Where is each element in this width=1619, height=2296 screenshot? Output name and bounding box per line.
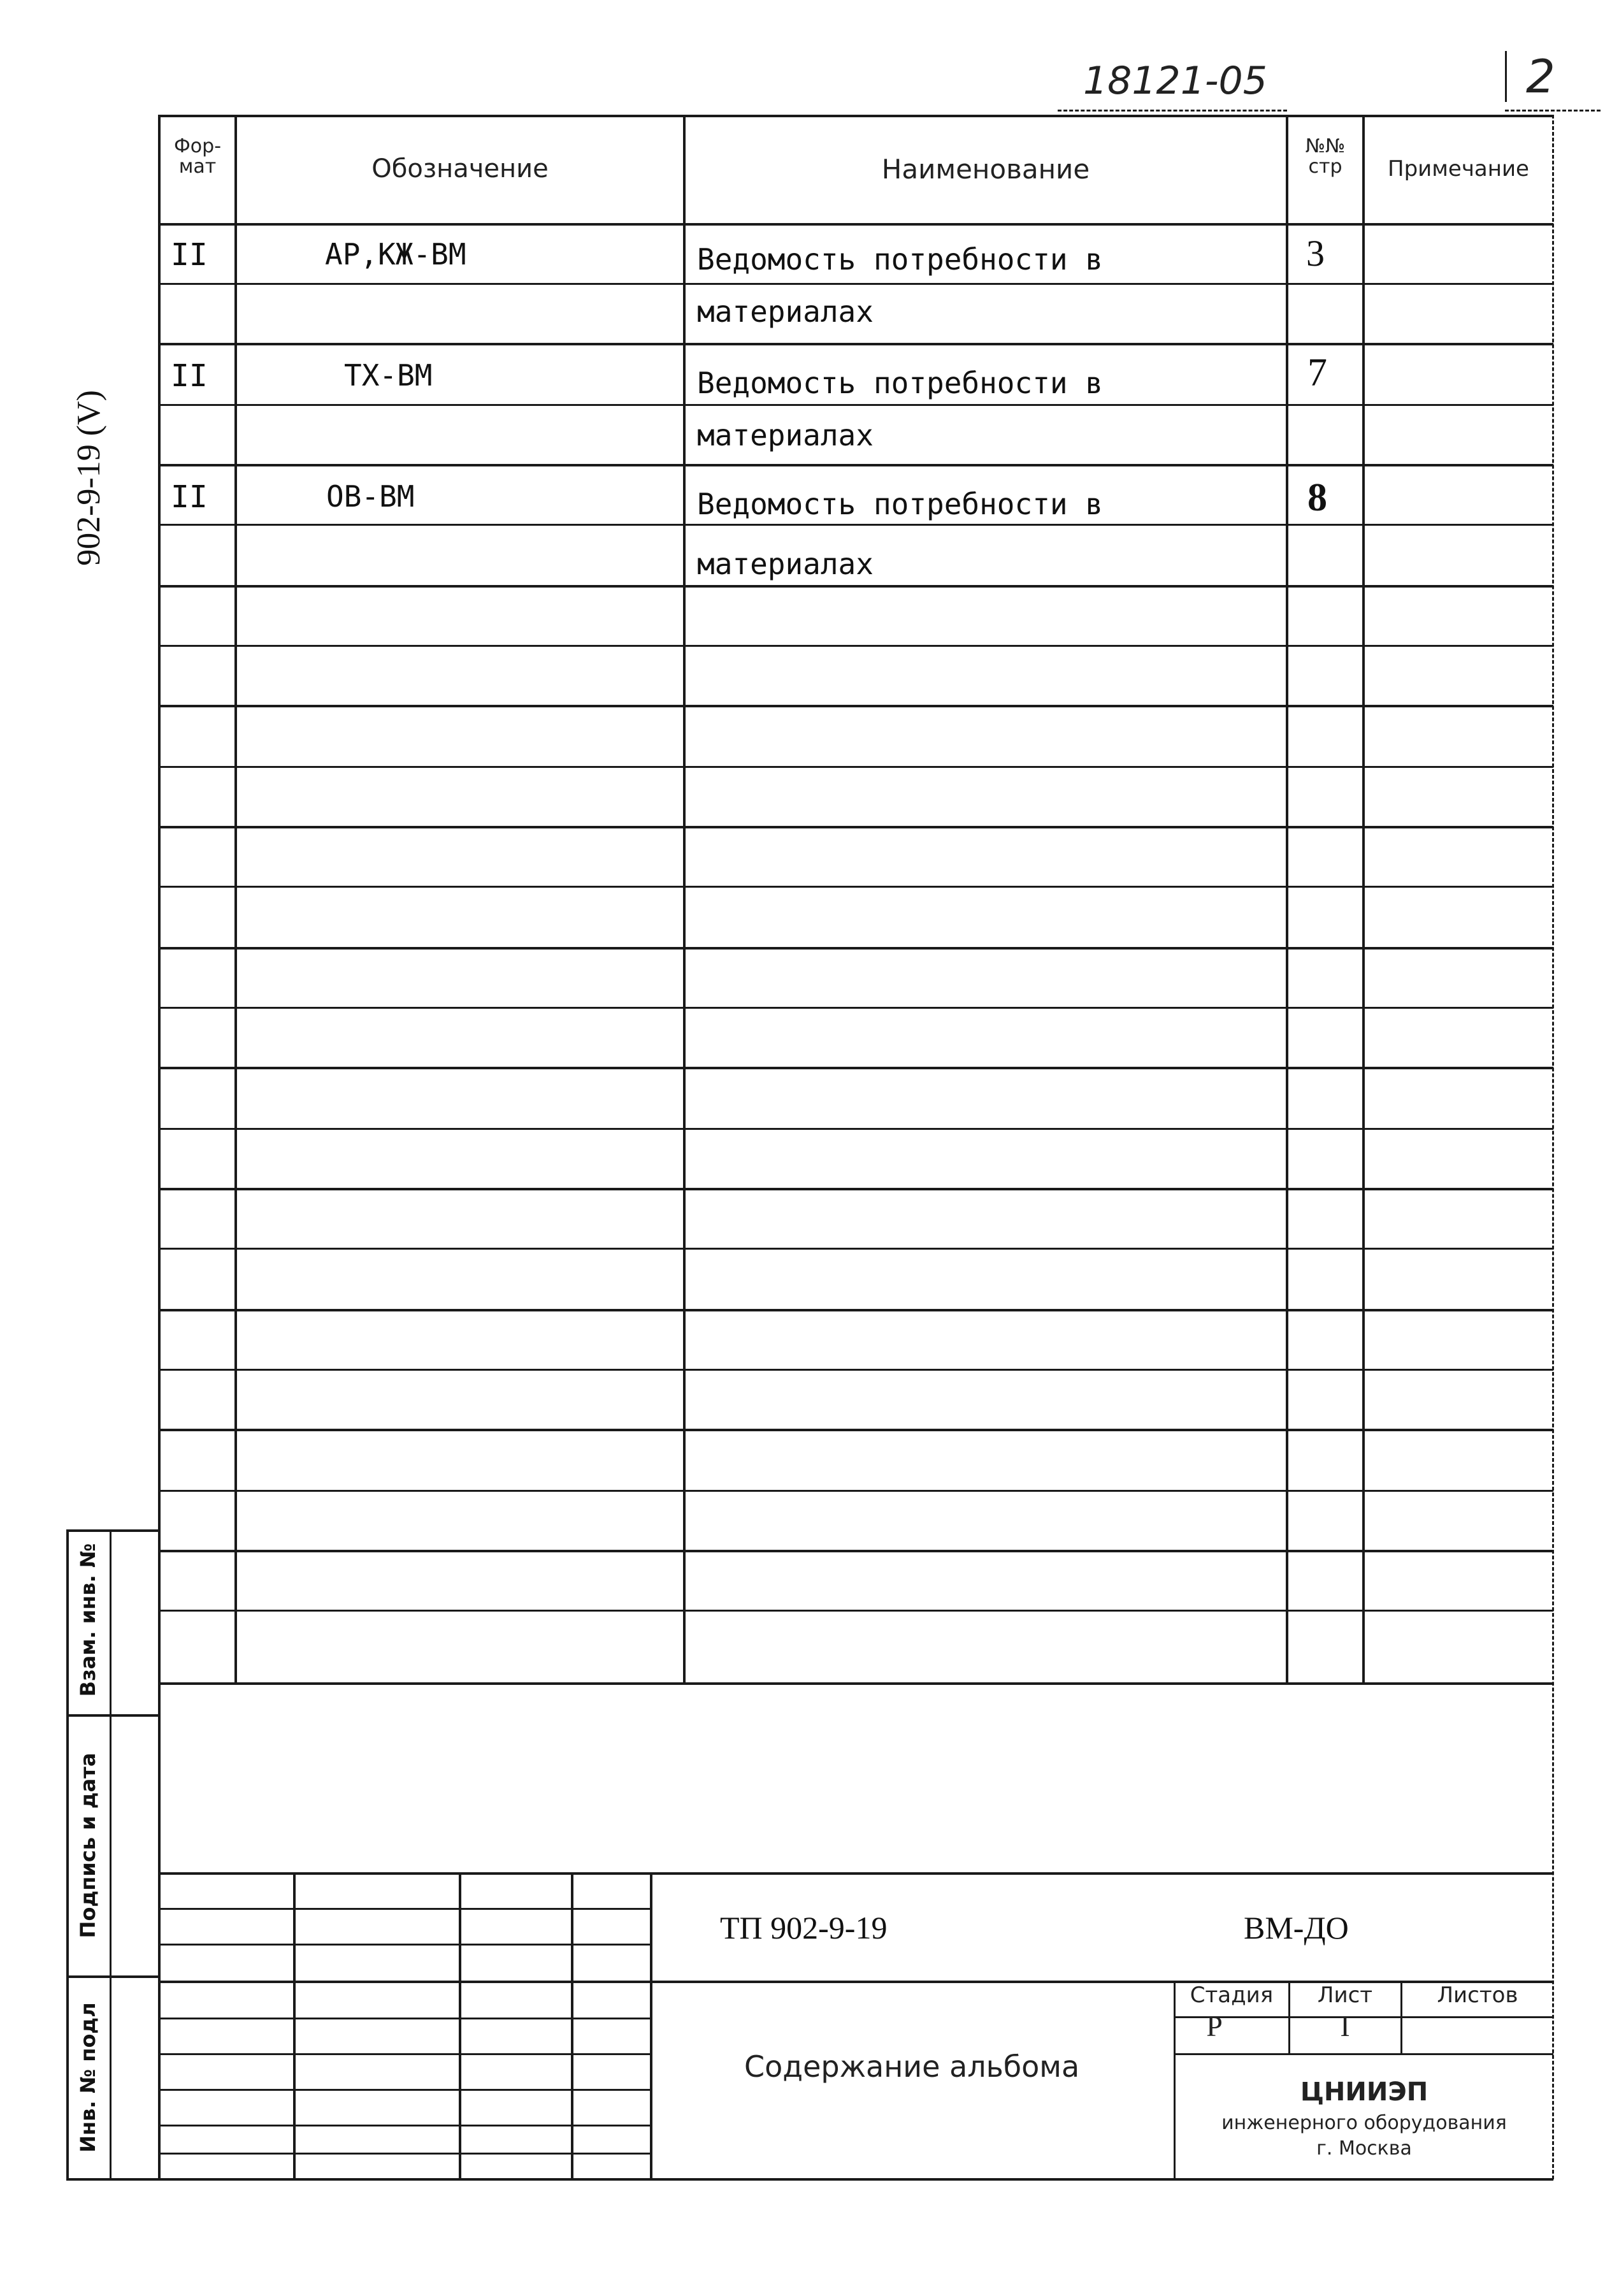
row-line — [158, 283, 1553, 285]
tb-title: Содержание альбома — [744, 2049, 1080, 2084]
col-line-2 — [683, 115, 686, 1682]
tb-row-line — [158, 2018, 650, 2019]
side-stamp-line — [66, 1975, 159, 1978]
col-line-1 — [234, 115, 237, 1682]
tb-row-line — [158, 2125, 650, 2126]
tb-sheet-label: Лист — [1317, 1982, 1373, 2008]
row1-page: 3 — [1306, 233, 1325, 274]
sheet-number-underline — [1505, 110, 1601, 112]
tb-stage-col — [1174, 1981, 1176, 2179]
row1-designation: АР,КЖ-ВМ — [325, 237, 466, 271]
row3-format: II — [171, 479, 208, 515]
tb-row-line — [158, 1908, 650, 1910]
row1-name-line2: материалах — [697, 294, 874, 329]
row1-format: II — [171, 237, 208, 273]
row-line — [158, 404, 1553, 406]
row-line — [158, 1007, 1553, 1009]
row3-name-line1: Ведомость потребности в — [697, 487, 1103, 521]
side-stamp-line — [66, 1714, 159, 1717]
tb-row-line — [158, 1944, 650, 1946]
side-stamp-left — [66, 1529, 69, 2181]
table-bottom — [158, 1682, 1553, 1685]
row-line — [158, 1067, 1553, 1069]
row3-designation: ОВ-ВМ — [326, 479, 415, 514]
header-format: Фор- мат — [173, 135, 222, 178]
row-line — [158, 524, 1553, 526]
row-line — [158, 947, 1553, 949]
frame-left — [158, 115, 161, 2179]
header-pages: №№ стр — [1305, 135, 1346, 178]
row1-name-line1: Ведомость потребности в — [697, 242, 1103, 277]
row2-page: 7 — [1307, 351, 1327, 394]
tb-col-line — [293, 1872, 296, 2179]
tb-row-line — [158, 2153, 650, 2155]
header-name: Наименование — [881, 154, 1090, 185]
side-stamp-divider — [110, 1529, 112, 2181]
row-line — [158, 1128, 1553, 1130]
row-line — [158, 645, 1553, 647]
row3-name-line2: материалах — [697, 547, 874, 581]
col-line-4 — [1362, 115, 1365, 1682]
document-code: 18121-05 — [1083, 59, 1267, 103]
tb-org-line2: инженерного оборудования — [1221, 2112, 1507, 2134]
frame-bottom — [66, 2178, 1553, 2181]
row-line — [158, 826, 1553, 828]
header-note: Примечание — [1388, 156, 1529, 182]
tb-row-line — [158, 2089, 650, 2091]
tb-sheets-label: Листов — [1437, 1982, 1518, 2008]
tb-sheet-value: I — [1340, 2010, 1350, 2042]
row3-page: 8 — [1307, 476, 1327, 519]
row2-name-line2: материалах — [697, 418, 874, 452]
row-line — [158, 1550, 1553, 1552]
row-line — [158, 1248, 1553, 1250]
col-line-3 — [1286, 115, 1288, 1682]
row-line — [158, 343, 1553, 345]
row-line — [158, 1309, 1553, 1311]
row2-format: II — [171, 358, 208, 394]
side-signature-date: Подпись и дата — [76, 1752, 100, 1939]
tb-col-line — [459, 1872, 461, 2179]
side-replaced-inv: Взам. инв. № — [76, 1543, 100, 1697]
tb-row-line — [158, 2053, 650, 2055]
document-code-underline — [1058, 110, 1287, 112]
frame-top — [158, 115, 1553, 117]
header-bottom — [158, 223, 1553, 226]
tb-org-name: ЦНИИЭП — [1300, 2077, 1428, 2107]
row-line — [158, 464, 1553, 466]
row2-designation: ТХ-ВМ — [344, 358, 433, 393]
title-block-top — [158, 1872, 1553, 1875]
tb-stage-bottom — [1174, 2053, 1553, 2055]
frame-right — [1552, 115, 1554, 2179]
row-line — [158, 705, 1553, 707]
row-line — [158, 1429, 1553, 1431]
row-line — [158, 1610, 1553, 1612]
row2-name-line1: Ведомость потребности в — [697, 366, 1103, 400]
row-line — [158, 766, 1553, 768]
tb-col-line — [650, 1872, 652, 2179]
side-code: 902-9-19 (V) — [71, 390, 107, 566]
tb-project: ТП 902-9-19 — [720, 1910, 888, 1946]
side-original-inv: Инв. № подл — [76, 2002, 100, 2153]
tb-stage-value: Р — [1206, 2010, 1223, 2042]
row-line — [158, 1188, 1553, 1190]
row-line — [158, 1369, 1553, 1371]
row-line — [158, 585, 1553, 588]
tb-org-city: г. Москва — [1316, 2137, 1412, 2160]
sheet-number: 2 — [1526, 50, 1555, 103]
tb-doc-code: ВМ-ДО — [1244, 1910, 1349, 1946]
sheet-number-bracket — [1505, 51, 1507, 102]
row-line — [158, 1490, 1553, 1492]
header-designation: Обозначение — [371, 154, 549, 184]
row-line — [158, 886, 1553, 888]
tb-col-line — [571, 1872, 573, 2179]
tb-stage-label: Стадия — [1190, 1982, 1274, 2008]
